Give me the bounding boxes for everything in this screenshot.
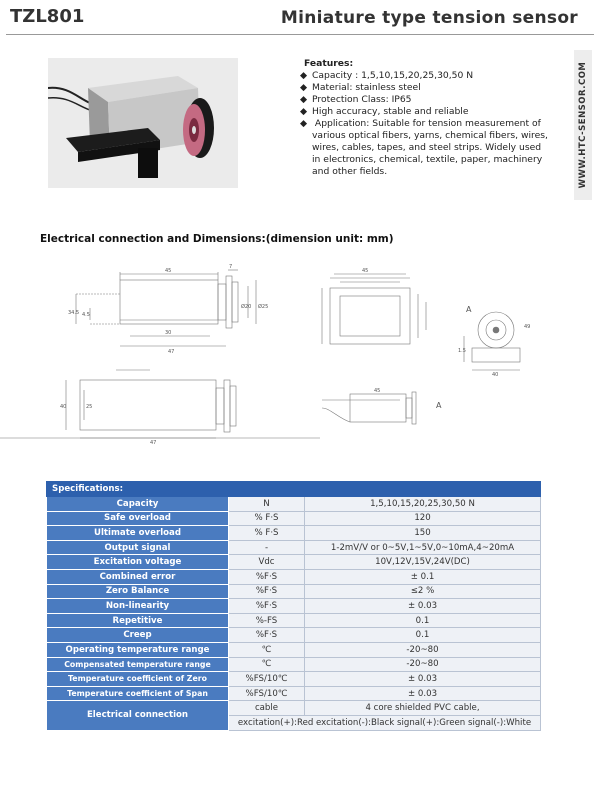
dim-label: 25 [86, 404, 93, 410]
product-photo [48, 58, 238, 188]
spec-row: Compensated temperature range ℃ -20~80 [47, 657, 541, 672]
features-block [300, 58, 550, 178]
spec-row: Excitation voltage Vdc 10V,12V,15V,24V(DC) [47, 555, 541, 570]
features-title: Features: [304, 58, 354, 69]
dim-label: 47 [168, 349, 175, 355]
website-label: WWW.HTC-SENSOR.COM [578, 61, 588, 189]
dim-label: Ø25 [258, 304, 269, 310]
header-divider [6, 34, 594, 35]
dim-label: 40 [60, 404, 67, 410]
spec-row: Repetitive %-FS 0.1 [47, 613, 541, 628]
feature-item: ◆ High accuracy, stable and reliable [300, 106, 469, 117]
spec-row: Ultimate overload % F·S 150 [47, 526, 541, 541]
dim-label: 30 [165, 330, 172, 336]
drawing-bottom-view [0, 370, 320, 438]
dim-label: 45 [165, 268, 172, 274]
dim-label: 40 [492, 372, 499, 378]
spec-row: Temperature coefficient of Zero %FS/10℃ ± 0.03 [47, 672, 541, 687]
electrical-unit: cable [229, 701, 305, 716]
spec-row: Temperature coefficient of Span %FS/10℃ ± 0.03 [47, 686, 541, 701]
dim-label: 4.5 [82, 312, 90, 318]
spec-row: Safe overload % F·S 120 [47, 511, 541, 526]
section-title: Electrical connection and Dimensions:(dimension unit: mm) [40, 233, 394, 245]
spec-row: Combined error %F·S ± 0.1 [47, 569, 541, 584]
spec-row-electrical [47, 701, 541, 716]
spec-row: Output signal - 1-2mV/V or 0~5V,1~5V,0~10mA,4~20mA [47, 540, 541, 555]
dimension-drawings [0, 258, 600, 448]
dim-label: 47 [150, 440, 157, 446]
wiring-colors: excitation(+):Red excitation(-):Black signal(+):Green signal(-):White [229, 715, 541, 730]
dim-label: 1.5 [458, 348, 466, 354]
dim-label: Ø20 [241, 304, 252, 310]
electrical-value: 4 core shielded PVC cable, [305, 701, 541, 716]
document-title: Miniature type tension sensor [280, 8, 578, 28]
dim-label: 45 [362, 268, 369, 274]
spec-row: Operating temperature range ℃ -20~80 [47, 642, 541, 657]
dim-label: 34.5 [68, 310, 80, 316]
spec-row: Non-linearity %F·S ± 0.03 [47, 599, 541, 614]
feature-item: ◆ Application: Suitable for tension measurement of various optical fibers, yarns, chemical fibers, wires, wires, cables, tapes, and steel strips. Widely used in electronics, chemical, textile, paper, machinery and other fields. [300, 118, 548, 177]
spec-row: Creep %F·S 0.1 [47, 628, 541, 643]
specifications-table [46, 481, 541, 731]
dim-label: 45 [374, 388, 381, 394]
dim-label: 7 [229, 264, 233, 270]
dim-label: 49 [524, 324, 531, 330]
spec-row: Zero Balance %F·S ≤2 % [47, 584, 541, 599]
model-number: TZL801 [10, 6, 85, 27]
feature-item: ◆ Protection Class: IP65 [300, 94, 412, 105]
dim-label: A [466, 305, 472, 314]
feature-item: ◆ Material: stainless steel [300, 82, 421, 93]
spec-row: Capacity N 1,5,10,15,20,25,30,50 N [47, 497, 541, 512]
electrical-label: Electrical connection [47, 701, 229, 730]
dim-label: A [436, 401, 442, 410]
drawing-end-view [464, 312, 520, 370]
specifications-heading: Specifications: [47, 482, 541, 497]
drawing-front-view [322, 274, 426, 424]
feature-item: ◆ Capacity : 1,5,10,15,20,25,30,50 N [300, 70, 474, 81]
